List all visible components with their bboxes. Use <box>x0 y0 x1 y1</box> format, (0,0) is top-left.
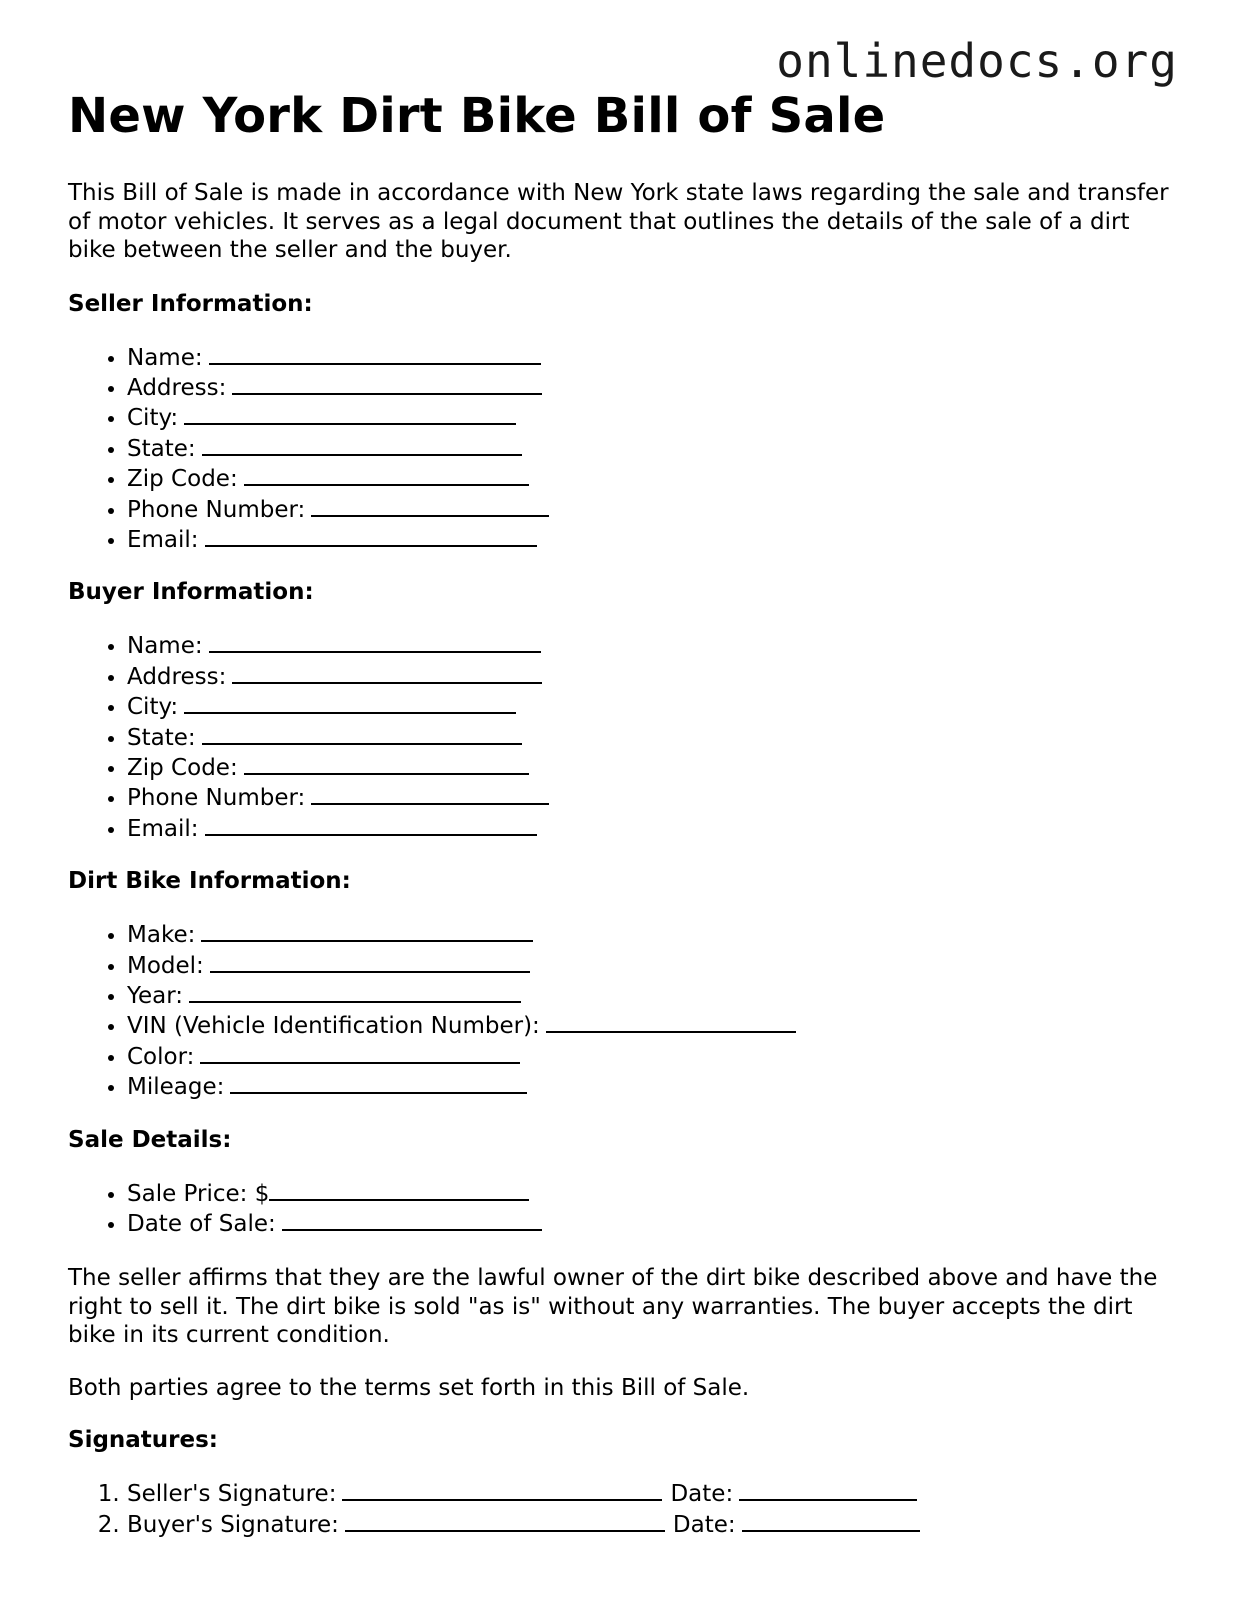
field-label: Name: <box>127 344 203 371</box>
field-label: Address: <box>127 374 227 401</box>
buyer-phone-field[interactable] <box>311 782 549 805</box>
bike-year-field[interactable] <box>189 980 521 1003</box>
list-item <box>127 919 1178 949</box>
seller-name-field[interactable] <box>209 342 541 365</box>
sale-price-field[interactable] <box>269 1178 529 1201</box>
bike-vin-field[interactable] <box>546 1010 796 1033</box>
list-item <box>127 524 1178 554</box>
field-label: VIN (Vehicle Identification Number): <box>127 1013 540 1040</box>
field-label: Zip Code: <box>127 754 238 781</box>
intro-paragraph: This Bill of Sale is made in accordance with New York state laws regarding the sale and transfer of motor vehicles. It serves as a legal document that outlines the details of the sale of a dirt bike between the seller and the buyer. <box>68 180 1169 263</box>
field-label: Email: <box>127 815 199 842</box>
list-item <box>127 813 1178 843</box>
list-item <box>127 372 1178 402</box>
list-item <box>127 980 1178 1010</box>
page-title: New York Dirt Bike Bill of Sale <box>68 88 886 144</box>
sale-date-field[interactable] <box>282 1208 542 1231</box>
field-label: Date of Sale: <box>127 1211 276 1238</box>
seller-signature-field[interactable] <box>342 1478 662 1501</box>
document-page <box>68 86 1178 1539</box>
buyer-name-field[interactable] <box>209 630 541 653</box>
bike-model-field[interactable] <box>210 950 530 973</box>
list-item <box>127 661 1178 691</box>
seller-section-heading: Seller Information: <box>68 290 313 317</box>
buyer-email-field[interactable] <box>205 813 537 836</box>
field-label: Email: <box>127 526 199 553</box>
field-label: City: <box>127 694 179 721</box>
seller-email-field[interactable] <box>205 524 537 547</box>
seller-city-field[interactable] <box>184 402 516 425</box>
buyer-field-list <box>68 630 1178 843</box>
seller-state-field[interactable] <box>202 433 522 456</box>
list-item <box>127 1509 1178 1539</box>
buyer-state-field[interactable] <box>202 722 522 745</box>
field-label: Year: <box>127 983 184 1009</box>
signature-list <box>68 1478 1178 1539</box>
field-label: State: <box>127 435 196 462</box>
seller-address-field[interactable] <box>232 372 542 395</box>
list-item <box>127 1010 1178 1040</box>
sale-field-list <box>68 1178 1178 1239</box>
field-label: Address: <box>127 663 227 690</box>
list-item <box>127 1041 1178 1071</box>
seller-phone-field[interactable] <box>311 494 549 517</box>
bike-mileage-field[interactable] <box>230 1071 527 1094</box>
seller-field-list <box>68 342 1178 555</box>
list-item <box>127 691 1178 721</box>
field-label: Phone Number: <box>127 496 306 523</box>
list-item <box>127 494 1178 524</box>
buyer-section-heading: Buyer Information: <box>68 579 314 606</box>
list-item <box>127 630 1178 660</box>
signatures-section-heading: Signatures: <box>68 1427 219 1454</box>
field-label: Color: <box>127 1043 195 1070</box>
list-item <box>127 433 1178 463</box>
field-label: Date: <box>672 1511 736 1538</box>
bike-color-field[interactable] <box>200 1041 520 1064</box>
list-item <box>127 1178 1178 1208</box>
watermark: onlinedocs.org <box>776 34 1178 88</box>
list-item <box>127 782 1178 812</box>
buyer-signature-field[interactable] <box>345 1509 665 1532</box>
list-item <box>127 1071 1178 1101</box>
field-label: Date: <box>670 1481 734 1508</box>
buyer-zip-field[interactable] <box>244 752 529 775</box>
buyer-signature-date-field[interactable] <box>742 1509 920 1532</box>
field-label: Sale Price: $ <box>127 1180 270 1207</box>
buyer-address-field[interactable] <box>232 661 542 684</box>
list-item <box>127 950 1178 980</box>
sale-section-heading: Sale Details: <box>68 1126 232 1153</box>
seller-zip-field[interactable] <box>244 463 529 486</box>
agreement-paragraph: Both parties agree to the terms set forth in this Bill of Sale. <box>68 1374 750 1401</box>
field-label: Mileage: <box>127 1074 225 1101</box>
field-label: City: <box>127 405 179 432</box>
list-item <box>127 342 1178 372</box>
field-label: Buyer's Signature: <box>127 1511 339 1538</box>
field-label: Phone Number: <box>127 785 306 812</box>
field-label: State: <box>127 724 196 751</box>
bike-field-list <box>68 919 1178 1101</box>
bike-section-heading: Dirt Bike Information: <box>68 868 351 895</box>
list-item <box>127 1478 1178 1508</box>
bike-make-field[interactable] <box>201 919 533 942</box>
affirmation-paragraph: The seller affirms that they are the lawful owner of the dirt bike described above and have the right to sell it. The dirt bike is sold "as is" without any warranties. The buyer accepts the dirt bike in its current condition. <box>68 1265 1158 1349</box>
field-label: Make: <box>127 922 196 949</box>
field-label: Zip Code: <box>127 466 238 493</box>
list-item <box>127 463 1178 493</box>
list-item <box>127 722 1178 752</box>
list-item <box>127 1208 1178 1238</box>
list-item <box>127 752 1178 782</box>
field-label: Name: <box>127 633 203 660</box>
field-label: Seller's Signature: <box>127 1481 337 1508</box>
buyer-city-field[interactable] <box>184 691 516 714</box>
seller-signature-date-field[interactable] <box>739 1478 917 1501</box>
list-item <box>127 402 1178 432</box>
field-label: Model: <box>127 952 204 979</box>
